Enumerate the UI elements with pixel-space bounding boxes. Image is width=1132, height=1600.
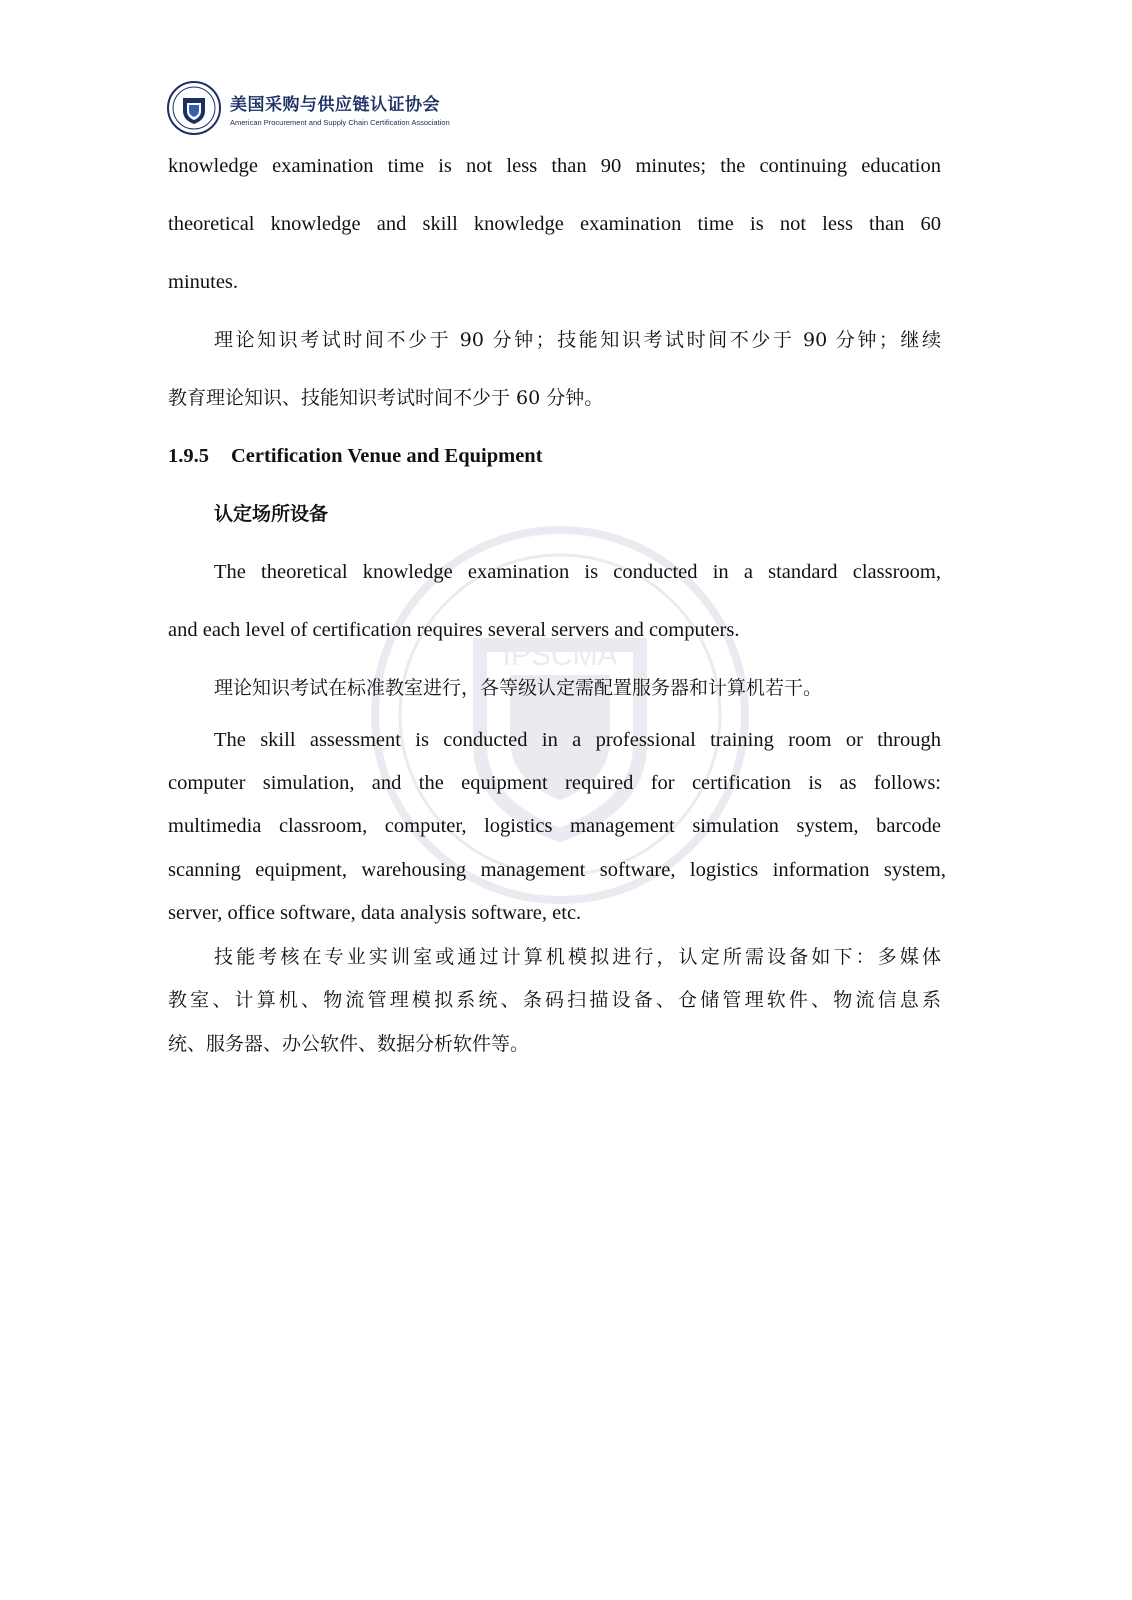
body-line: minutes. [168, 271, 239, 293]
ipscma-logo-icon [166, 80, 222, 136]
body-line-cn: 教室、计算机、物流管理模拟系统、条码扫描设备、仓储管理软件、物流信息系 [168, 989, 941, 1011]
watermark-text: IPSCMA [502, 639, 618, 672]
body-line: scanning equipment, warehousing management software, logistics information system, [168, 859, 946, 881]
section-number: 1.9.5 [168, 445, 209, 467]
body-line-cn: 理论知识考试时间不少于 90 分钟；技能知识考试时间不少于 90 分钟；继续 [214, 329, 941, 351]
section-title-cn: 认定场所设备 [214, 503, 329, 525]
body-line: The theoretical knowledge examination is conducted in a standard classroom, [214, 561, 941, 583]
body-line-cn: 技能考核在专业实训室或通过计算机模拟进行，认定所需设备如下：多媒体 [214, 946, 941, 968]
body-line: theoretical knowledge and skill knowledge examination time is not less than 60 [168, 213, 941, 235]
org-name-en: American Procurement and Supply Chain Certification Association [230, 117, 450, 127]
body-line: server, office software, data analysis software, etc. [168, 902, 582, 924]
body-line: and each level of certification requires several servers and computers. [168, 619, 740, 641]
body-line: computer simulation, and the equipment required for certification is as follows: [168, 772, 941, 794]
body-line: multimedia classroom, computer, logistics management simulation system, barcode [168, 815, 941, 837]
body-line: knowledge examination time is not less than 90 minutes; the continuing education [168, 155, 941, 177]
section-title: Certification Venue and Equipment [231, 445, 543, 467]
body-line: The skill assessment is conducted in a professional training room or through [214, 729, 941, 751]
org-name-cn: 美国采购与供应链认证协会 [230, 94, 440, 115]
body-line-cn: 统、服务器、办公软件、数据分析软件等。 [168, 1033, 530, 1055]
body-line-cn: 理论知识考试在标准教室进行，各等级认定需配置服务器和计算机若干。 [214, 677, 823, 699]
section-heading [168, 443, 941, 469]
body-line-cn: 教育理论知识、技能知识考试时间不少于 60 分钟。 [168, 387, 604, 409]
page-header [166, 80, 450, 136]
